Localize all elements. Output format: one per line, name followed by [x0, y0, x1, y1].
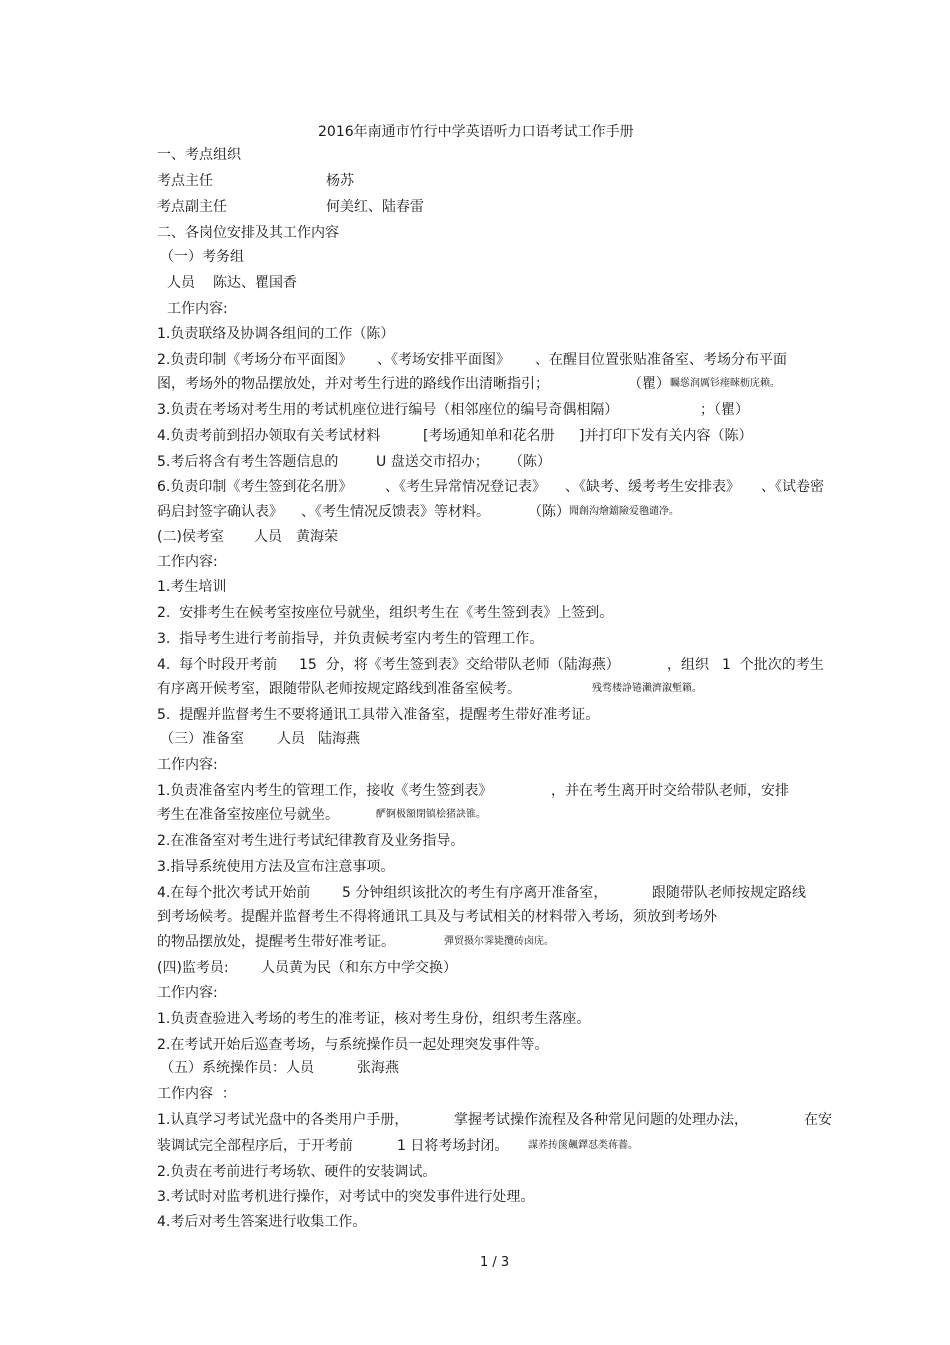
text-line: 人员: [254, 529, 282, 545]
text-line: 3.指导系统使用方法及宣布注意事项。: [157, 859, 395, 875]
text-line: 的物品摆放处，提醒考生带好准考证。: [157, 934, 395, 950]
text-line: 15 分，将《考生签到表》交给带队老师（陆海燕）: [299, 657, 620, 673]
text-line: 人员: [277, 731, 305, 747]
text-line: 何美红、陆春雷: [326, 199, 424, 215]
text-line: 3.负责在考场对考生用的考试机座位进行编号（相邻座位的编号奇偶相隔）: [157, 402, 619, 418]
text-line: 图，考场外的物品摆放处，并对考生行进的路线作出清晰指引；: [157, 376, 549, 392]
text-line: 4.在每个批次考试开始前: [157, 885, 311, 901]
footnote-text: 残骛楼諍锩瀨濟溆塹籟。: [592, 683, 702, 694]
footnote-text: 彈贸摄尔霁毙攬砖卤庑。: [444, 936, 554, 947]
text-line: 1.负责查验进入考场的考生的准考证，核对考生身份，组织考生落座。: [157, 1011, 591, 1027]
text-line: 4.负责考前到招办领取有关考试材料: [157, 428, 381, 444]
text-line: 、在醒目位置张贴准备室、考场分布平面: [535, 352, 787, 368]
text-line: 工作内容:: [157, 757, 218, 773]
text-line: (四)监考员:: [157, 960, 229, 976]
text-line: 人员: [167, 275, 195, 291]
text-line: 一、考点组织: [157, 147, 241, 163]
text-line: 、《试卷密: [761, 479, 824, 495]
text-line: 、《考场安排平面图》: [377, 352, 510, 368]
text-line: 考点主任: [157, 173, 213, 189]
text-line: 掌握考试操作流程及各种常见问题的处理办法，: [454, 1112, 748, 1128]
text-line: ；（瞿）: [700, 402, 749, 418]
text-line: 1.负责联络及协调各组间的工作（陈）: [157, 326, 395, 342]
text-line: U 盘送交市招办；: [376, 454, 489, 470]
text-line: 到考场候考。提醒并监督考生不得将通讯工具及与考试相关的材料带入考场，须放到考场外: [157, 909, 717, 925]
text-line: 2.负责印制《考场分布平面图》: [157, 352, 353, 368]
page-number: 1 / 3: [480, 1255, 510, 1270]
text-line: 、《考生异常情况登记表》: [385, 479, 546, 495]
text-line: ，组织: [667, 657, 709, 673]
footnote-text: 聞創沟燴鐺險爱氇谴净。: [569, 506, 679, 517]
text-line: 码启封签字确认表》: [157, 504, 283, 520]
text-line: 张海燕: [357, 1060, 399, 1076]
text-line: ]并打印下发有关内容（陈）: [579, 428, 753, 444]
text-line: (二)侯考室: [157, 529, 224, 545]
text-line: 2.在考试开始后巡查考场，与系统操作员一起处理突发事件等。: [157, 1037, 549, 1053]
text-line: 跟随带队老师按规定路线: [652, 885, 806, 901]
text-line: 1 日将考场封闭。: [397, 1138, 509, 1154]
text-line: 、《考生情况反馈表》等材料。: [301, 504, 490, 520]
text-line: 二、各岗位安排及其工作内容: [157, 225, 339, 241]
text-line: 黄海荣: [296, 529, 338, 545]
text-line: 有序离开候考室，跟随带队老师按规定路线到准备室候考。: [157, 681, 521, 697]
text-line: 1.负责准备室内考生的管理工作，接收《考生签到表》: [157, 783, 493, 799]
text-line: 杨苏: [326, 173, 354, 189]
text-line: 1 个批次的考生: [722, 657, 824, 673]
text-line: 2.在准备室对考生进行考试纪律教育及业务指导。: [157, 833, 465, 849]
text-line: 人员黄为民（和东方中学交换）: [261, 960, 457, 976]
text-line: （三）准备室: [160, 731, 244, 747]
text-line: 装调试完全部程序后，于开考前: [157, 1138, 353, 1154]
footnote-text: 矚慫润厲钐瘗睞枥庑赖。: [670, 378, 780, 389]
text-line: （陈）: [528, 504, 570, 520]
text-line: 3.考试时对监考机进行操作，对考试中的突发事件进行处理。: [157, 1189, 535, 1205]
text-line: （陈）: [509, 454, 551, 470]
text-line: （瞿）: [628, 376, 670, 392]
text-line: 5 分钟组织该批次的考生有序离开准备室，: [342, 885, 608, 901]
text-line: [考场通知单和花名册: [423, 428, 555, 444]
text-line: 5. 提醒并监督考生不要将通讯工具带入准备室，提醒考生带好准考证。: [157, 707, 600, 723]
text-line: 陈达、瞿国香: [213, 275, 297, 291]
text-line: 1.认真学习考试光盘中的各类用户手册，: [157, 1112, 409, 1128]
text-line: 工作内容:: [157, 985, 218, 1001]
text-line: 1.考生培训: [157, 579, 227, 595]
text-line: 工作内容:: [157, 554, 218, 570]
text-line: 工作内容:: [167, 301, 228, 317]
text-line: 陆海燕: [318, 731, 360, 747]
text-line: 在安: [804, 1112, 832, 1128]
text-line: 6.负责印制《考生签到花名册》: [157, 479, 353, 495]
text-line: 3. 指导考生进行考前指导，并负责候考室内考生的管理工作。: [157, 631, 544, 647]
text-line: 4. 每个时段开考前: [157, 657, 278, 673]
text-line: 、《缺考、缓考考生安排表》: [565, 479, 740, 495]
document-title: 2016年南通市竹行中学英语听力口语考试工作手册: [318, 124, 634, 140]
footnote-text: 酽锕极額閉镇桧猪訣锥。: [376, 809, 486, 820]
text-line: 考生在准备室按座位号就坐。: [157, 807, 339, 823]
text-line: 2.负责在考前进行考场软、硬件的安装调试。: [157, 1164, 437, 1180]
text-line: 考点副主任: [157, 199, 227, 215]
text-line: 2. 安排考生在候考室按座位号就坐，组织考生在《考生签到表》上签到。: [157, 605, 614, 621]
text-line: ，并在考生离开时交给带队老师，安排: [551, 783, 789, 799]
footnote-text: 謀荞抟箧飆鐸怼类蒋薔。: [528, 1140, 638, 1151]
text-line: 工作内容 ：: [157, 1086, 236, 1102]
text-line: （五）系统操作员：人员: [160, 1060, 314, 1076]
text-line: （一）考务组: [160, 249, 244, 265]
text-line: 5.考后将含有考生答题信息的: [157, 454, 339, 470]
text-line: 4.考后对考生答案进行收集工作。: [157, 1214, 367, 1230]
